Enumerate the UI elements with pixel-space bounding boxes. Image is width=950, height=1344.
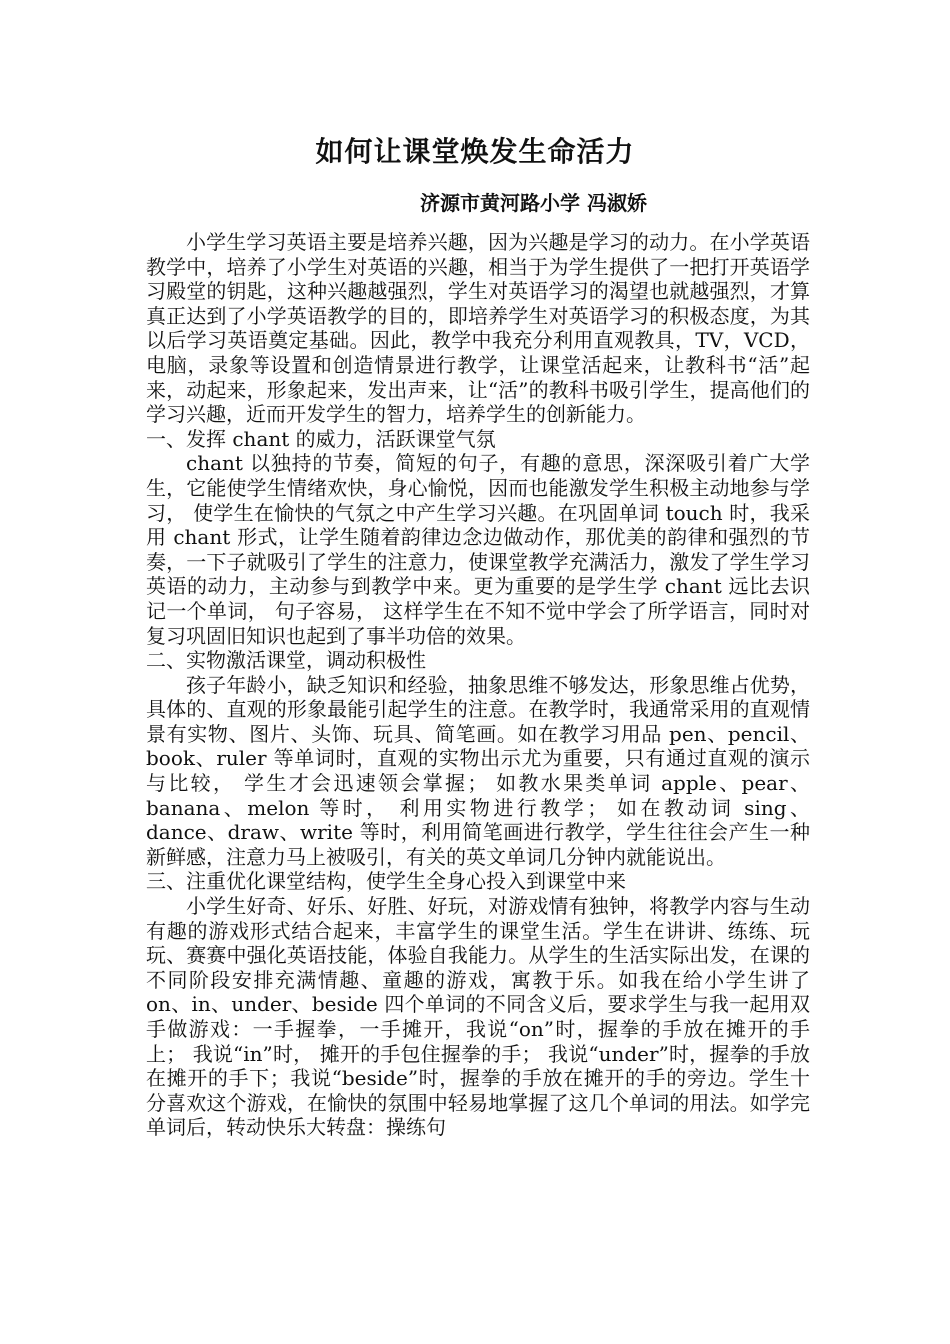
intro-paragraph: 小学生学习英语主要是培养兴趣，因为兴趣是学习的动力。在小学英语教学中，培养了小学生对英语的兴趣，相当于为学生提供了一把打开英语学习殿堂的钥匙，这种兴趣越强烈，学生对英语学习的渴望也就越强烈，才算真正达到了小学英语教学的目的，即培养学生对英语学习的积极态度，为其以后学习英语奠定基础。因此，教学中我充分利用直观教具，TV，VCD，电脑，录象等设置和创造情景进行教学，让课堂活起来，让教科书“活”起来，动起来，形象起来，发出声来，让“活”的教科书吸引学生，提高他们的学习兴趣，近而开发学生的智力，培养学生的创新能力。 xyxy=(146,230,810,427)
section-paragraph-3: 小学生好奇、好乐、好胜、好玩，对游戏情有独钟，将教学内容与生动有趣的游戏形式结合起来，丰富学生的课堂生活。学生在讲讲、练练、玩玩、赛赛中强化英语技能，体验自我能力。从学生的生活实际出发，在课的不同阶段安排充满情趣、童趣的游戏，寓教于乐。如我在给小学生讲了 on、in、under、beside 四个单词的不同含义后，要求学生与我一起用双手做游戏：一手握拳，一手摊开，我说“on”时，握拳的手放在摊开的手上； 我说“in”时， 摊开的手包住握拳的手； 我说“under”时，握拳的手放在摊开的手下；我说“beside”时，握拳的手放在摊开的手的旁边。学生十分喜欢这个游戏，在愉快的氛围中轻易地掌握了这几个单词的用法。如学完单词后，转动快乐大转盘：操练句 xyxy=(146,894,810,1140)
section-paragraph-1: chant 以独持的节奏，简短的句子，有趣的意思，深深吸引着广大学生，它能使学生情绪欢快，身心愉悦，因而也能激发学生积极主动地参与学习， 使学生在愉快的气氛之中产生学习兴趣。在巩固单词 touch 时，我采用 chant 形式，让学生随着韵律边念边做动作，那优美的韵律和强烈的节奏，一下子就吸引了学生的注意力，使课堂教学充满活力，激发了学生学习英语的动力，主动参与到教学中来。更为重要的是学生学 chant 远比去识记一个单词， 句子容易， 这样学生在不知不觉中学会了所学语言，同时对复习巩固旧知识也起到了事半功倍的效果。 xyxy=(146,451,810,648)
section-heading-1: 一、发挥 chant 的威力，活跃课堂气氛 xyxy=(146,426,496,451)
document-author: 济源市黄河路小学 冯淑娇 xyxy=(420,191,647,215)
section-heading-2: 二、实物激活课堂，调动积极性 xyxy=(146,648,426,673)
document-body xyxy=(146,230,810,1140)
document-title: 如何让课堂焕发生命活力 xyxy=(315,135,635,168)
section-paragraph-2: 孩子年龄小，缺乏知识和经验，抽象思维不够发达，形象思维占优势，具体的、直观的形象最能引起学生的注意。在教学时，我通常采用的直观情景有实物、图片、头饰、玩具、简笔画。如在教学习用品 pen、pencil、book、ruler 等单词时，直观的实物出示尤为重要，只有通过直观的演示与比较， 学生才会迅速领会掌握； 如教水果类单词 apple、pear、banana、melon 等时， 利用实物进行教学； 如在教动词 sing、dance、draw、write 等时，利用简笔画进行教学，学生往往会产生一种新鲜感，注意力马上被吸引，有关的英文单词几分钟内就能说出。 xyxy=(146,672,810,869)
section-heading-3: 三、注重优化课堂结构，使学生全身心投入到课堂中来 xyxy=(146,869,626,894)
